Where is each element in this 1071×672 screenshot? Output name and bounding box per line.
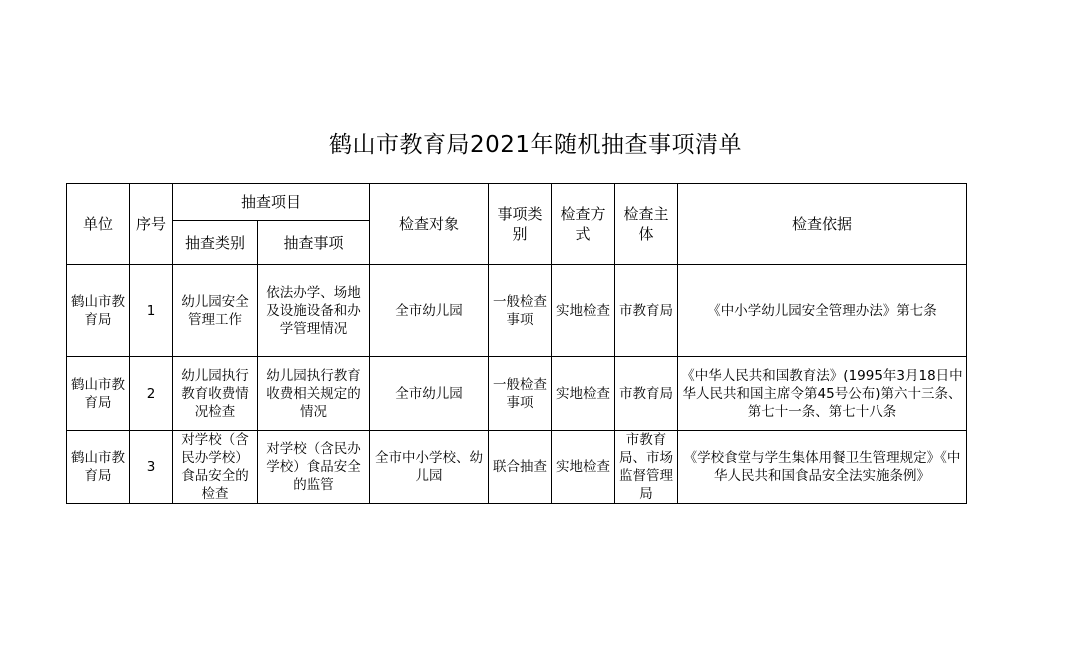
cell-matter: 依法办学、场地及设施设备和办学管理情况 [258, 265, 370, 357]
cell-seq: 3 [130, 431, 173, 504]
cell-method: 实地检查 [552, 357, 615, 431]
cell-seq: 1 [130, 265, 173, 357]
cell-category: 幼儿园安全管理工作 [173, 265, 258, 357]
header-item-matter: 抽查事项 [258, 221, 370, 265]
cell-type: 一般检查事项 [489, 357, 552, 431]
cell-seq: 2 [130, 357, 173, 431]
cell-type: 联合抽查 [489, 431, 552, 504]
cell-type: 一般检查事项 [489, 265, 552, 357]
cell-unit: 鹤山市教育局 [67, 357, 130, 431]
cell-target: 全市幼儿园 [370, 357, 489, 431]
cell-matter: 对学校（含民办学校）食品安全的监管 [258, 431, 370, 504]
header-unit: 单位 [67, 184, 130, 265]
table-header-row [67, 184, 967, 221]
cell-method: 实地检查 [552, 431, 615, 504]
cell-unit: 鹤山市教育局 [67, 265, 130, 357]
header-matter-type: 事项类别 [489, 184, 552, 265]
cell-category: 对学校（含民办学校）食品安全的检查 [173, 431, 258, 504]
header-basis: 检查依据 [678, 184, 967, 265]
inspection-table [66, 183, 967, 504]
header-item-category: 抽查类别 [173, 221, 258, 265]
cell-basis: 《中华人民共和国教育法》(1995年3月18日中华人民共和国主席令第45号公布)第六十三条、第七十一条、第七十八条 [678, 357, 967, 431]
header-target: 检查对象 [370, 184, 489, 265]
cell-basis: 《中小学幼儿园安全管理办法》第七条 [678, 265, 967, 357]
cell-target: 全市幼儿园 [370, 265, 489, 357]
cell-unit: 鹤山市教育局 [67, 431, 130, 504]
cell-basis: 《学校食堂与学生集体用餐卫生管理规定》《中华人民共和国食品安全法实施条例》 [678, 431, 967, 504]
header-item-group: 抽查项目 [173, 184, 370, 221]
cell-subject: 市教育局 [615, 357, 678, 431]
cell-subject: 市教育局 [615, 265, 678, 357]
cell-category: 幼儿园执行教育收费情况检查 [173, 357, 258, 431]
table-row [67, 431, 967, 504]
header-subject: 检查主体 [615, 184, 678, 265]
table-row [67, 357, 967, 431]
cell-matter: 幼儿园执行教育收费相关规定的情况 [258, 357, 370, 431]
header-seq: 序号 [130, 184, 173, 265]
header-method: 检查方式 [552, 184, 615, 265]
page-title: 鹤山市教育局2021年随机抽查事项清单 [328, 132, 743, 158]
table-row [67, 265, 967, 357]
cell-subject: 市教育局、市场监督管理局 [615, 431, 678, 504]
cell-target: 全市中小学校、幼儿园 [370, 431, 489, 504]
cell-method: 实地检查 [552, 265, 615, 357]
